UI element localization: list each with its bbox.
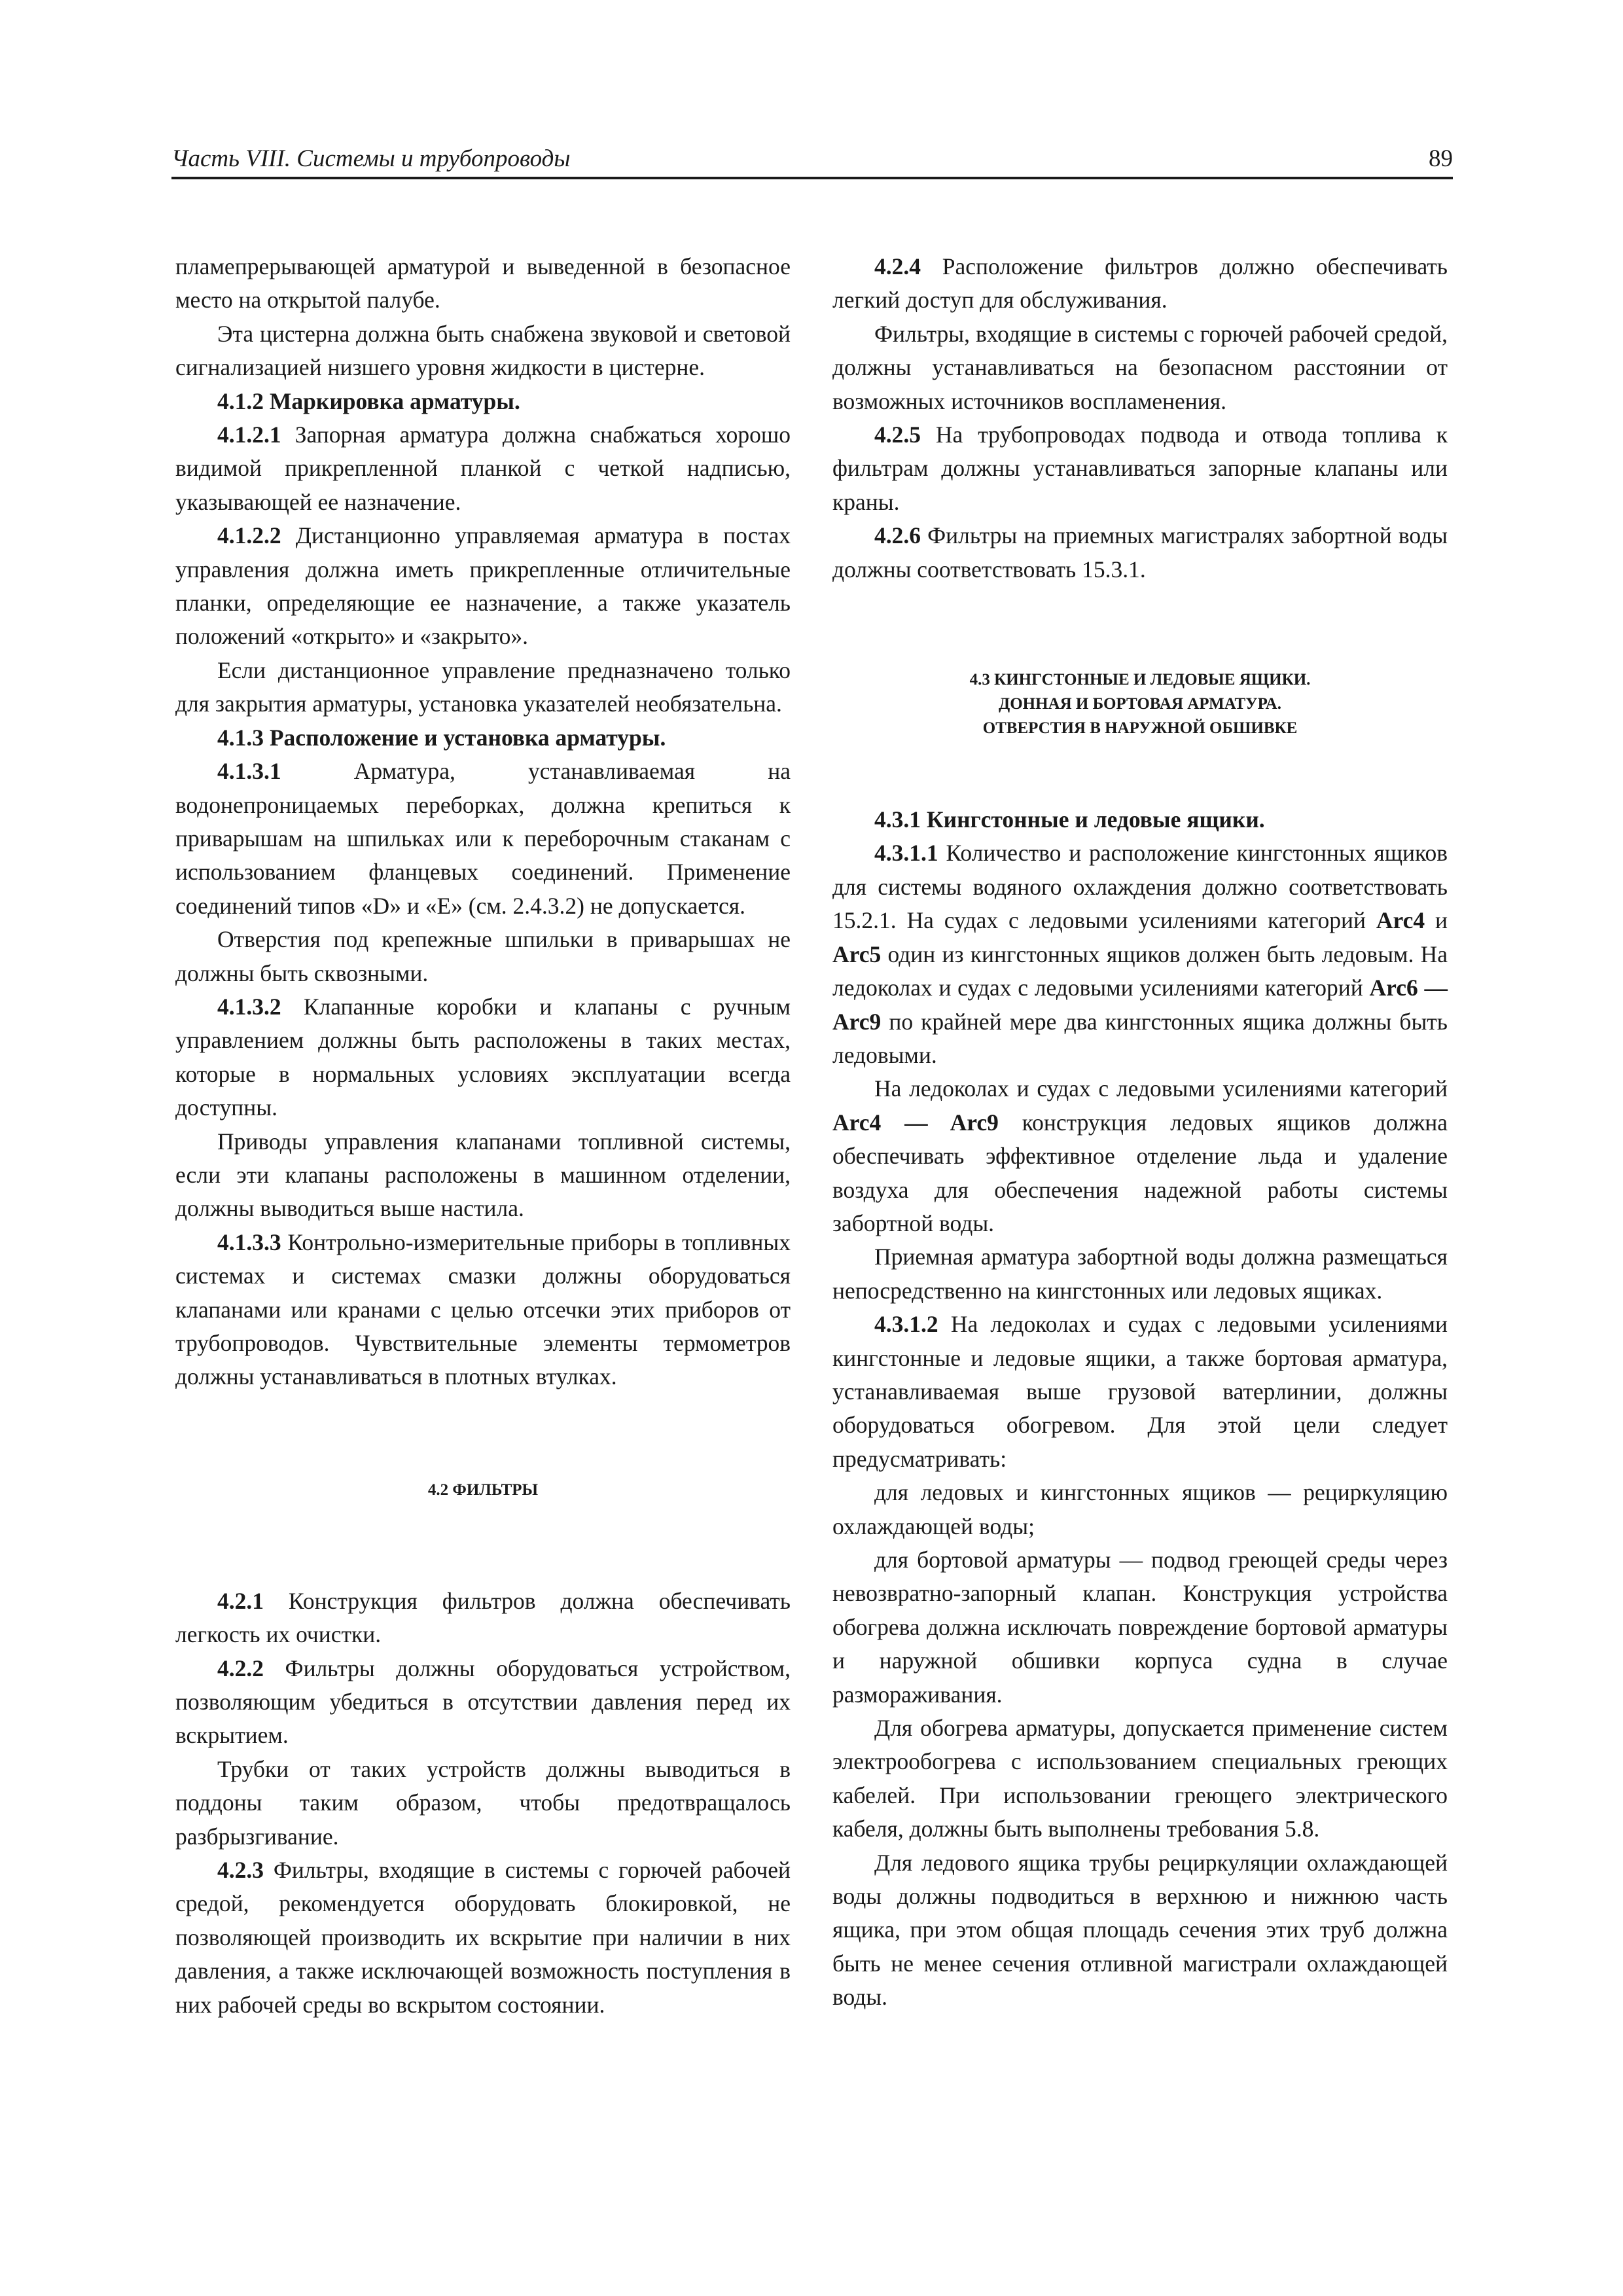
clause-4-2-3: 4.2.3 Фильтры, входящие в системы с горючей рабочей средой, рекомендуется оборудовать блокировкой, не позволяющей производить их вскрытие при наличии в них давления, а также исключающей возможность поступления в них рабочей среды во вскрытом состоянии. [175, 1857, 791, 2018]
paragraph: Отверстия под крепежные шпильки в приварышах не должны быть сквозными. [175, 926, 791, 986]
clause-4-1-2-1: 4.1.2.1 Запорная арматура должна снабжаться хорошо видимой прикрепленной планкой с четкой надписью, указывающей ее назначение. [175, 422, 791, 515]
clause-4-2-5: 4.2.5 На трубопроводах подвода и отвода топлива к фильтрам должны устанавливаться запорные клапаны или краны. [832, 422, 1448, 515]
paragraph: для бортовой арматуры — подвод греющей среды через невозвратно-запорный клапан. Конструкция устройства обогрева должна исключать повреждение бортовой арматуры и наружной обшивки корпуса судна в случае размораживания. [832, 1547, 1448, 1708]
header-title: Часть VIII. Системы и трубопроводы [171, 145, 571, 172]
subsection-heading-4-3-1: 4.3.1 Кингстонные и ледовые ящики. [874, 806, 1265, 833]
subsection-heading-4-1-2: 4.1.2 Маркировка арматуры. [217, 387, 520, 414]
left-column [175, 250, 791, 2022]
paragraph: Для обогрева арматуры, допускается применение систем электрообогрева с использованием специальных греющих кабелей. При использовании греющего электрического кабеля, должны быть выполнены требования 5.8. [832, 1715, 1448, 1842]
clause-4-2-6: 4.2.6 Фильтры на приемных магистралях забортной воды должны соответствовать 15.3.1. [832, 522, 1448, 583]
section-heading-4-3: 4.3 КИНГСТОННЫЕ И ЛЕДОВЫЕ ЯЩИКИ. ДОННАЯ И БОРТОВАЯ АРМАТУРА. ОТВЕРСТИЯ В НАРУЖНОЙ ОБШИВКЕ [969, 671, 1311, 738]
header-rule [171, 177, 1453, 179]
clause-4-3-1-1: 4.3.1.1 Количество и расположение кингстонных ящиков для системы водяного охлаждения должно соответствовать 15.2.1. На судах с ледовыми усилениями категорий Arc4 и Arc5 один из кингстонных ящиков должен быть ледовым. На ледоколах и судах с ледовыми усилениями категорий Arc6 — Arc9 по крайней мере два кингстонных ящика должны быть ледовыми. [832, 840, 1448, 1068]
paragraph: На ледоколах и судах с ледовыми усилениями категорий Arc4 — Arc9 конструкция ледовых ящиков должна обеспечивать эффективное отделение льда и удаление воздуха для обеспечения надежной работы системы забортной воды. [832, 1075, 1448, 1236]
clause-4-1-3-2: 4.1.3.2 Клапанные коробки и клапаны с ручным управлением должны быть расположены в таких местах, которые в нормальных условиях эксплуатации всегда доступны. [175, 993, 791, 1121]
paragraph: Если дистанционное управление предназначено только для закрытия арматуры, установка указателей необязательна. [175, 656, 791, 717]
paragraph: Приемная арматура забортной воды должна размещаться непосредственно на кингстонных или ледовых ящиках. [832, 1244, 1448, 1304]
paragraph: Фильтры, входящие в системы с горючей рабочей средой, должны устанавливаться на безопасном расстоянии от возможных источников воспламенения. [832, 320, 1448, 414]
clause-4-1-2-2: 4.1.2.2 Дистанционно управляемая арматура в постах управления должна иметь прикрепленные отличительные планки, определяющие ее назначение, а также указатель положений «открыто» и «закрыто». [175, 522, 791, 650]
clause-4-2-1: 4.2.1 Конструкция фильтров должна обеспечивать легкость их очистки. [175, 1587, 791, 1648]
paragraph: для ледовых и кингстонных ящиков — рециркуляцию охлаждающей воды; [832, 1479, 1448, 1539]
section-heading-4-2: 4.2 ФИЛЬТРЫ [427, 1480, 539, 1499]
paragraph: Трубки от таких устройств должны выводиться в поддоны таким образом, чтобы предотвращалось разбрызгивание. [175, 1755, 791, 1850]
paragraph: Эта цистерна должна быть снабжена звуковой и световой сигнализацией низшего уровня жидкости в цистерне. [175, 320, 791, 381]
clause-4-1-3-3: 4.1.3.3 Контрольно-измерительные приборы в топливных системах и системах смазки должны оборудоваться клапанами или кранами с целью отсечки этих приборов от трубопроводов. Чувствительные элементы термометров должны устанавливаться в плотных втулках. [175, 1229, 791, 1390]
right-column [832, 250, 1448, 2015]
paragraph: пламепрерывающей арматурой и выведенной в безопасное место на открытой палубе. [175, 253, 791, 314]
clause-4-1-3-1: 4.1.3.1 Арматура, устанавливаемая на водонепроницаемых переборках, должна крепиться к приварышам на шпильках или к переборочным стаканам с использованием фланцевых соединений. Применение соединений типов «D» и «E» (см. 2.4.3.2) не допускается. [175, 758, 791, 919]
running-header [171, 143, 1453, 179]
paragraph: Приводы управления клапанами топливной системы, если эти клапаны расположены в машинном отделении, должны выводиться выше настила. [175, 1128, 791, 1222]
subsection-heading-4-1-3: 4.1.3 Расположение и установка арматуры. [217, 724, 666, 751]
clause-4-2-4: 4.2.4 Расположение фильтров должно обеспечивать легкий доступ для обслуживания. [832, 253, 1448, 314]
clause-4-2-2: 4.2.2 Фильтры должны оборудоваться устройством, позволяющим убедиться в отсутствии давления перед их вскрытием. [175, 1655, 791, 1749]
page-number: 89 [1429, 145, 1453, 172]
clause-4-3-1-2: 4.3.1.2 На ледоколах и судах с ледовыми усилениями кингстонные и ледовые ящики, а также бортовая арматура, устанавливаемая выше грузовой ватерлинии, должны оборудоваться обогревом. Для этой цели следует предусматривать: [832, 1311, 1448, 1472]
paragraph: Для ледового ящика трубы рециркуляции охлаждающей воды должны подводиться в верхнюю и нижнюю часть ящика, при этом общая площадь сечения этих труб должна быть не менее сечения отливной магистрали охлаждающей воды. [832, 1849, 1448, 2011]
